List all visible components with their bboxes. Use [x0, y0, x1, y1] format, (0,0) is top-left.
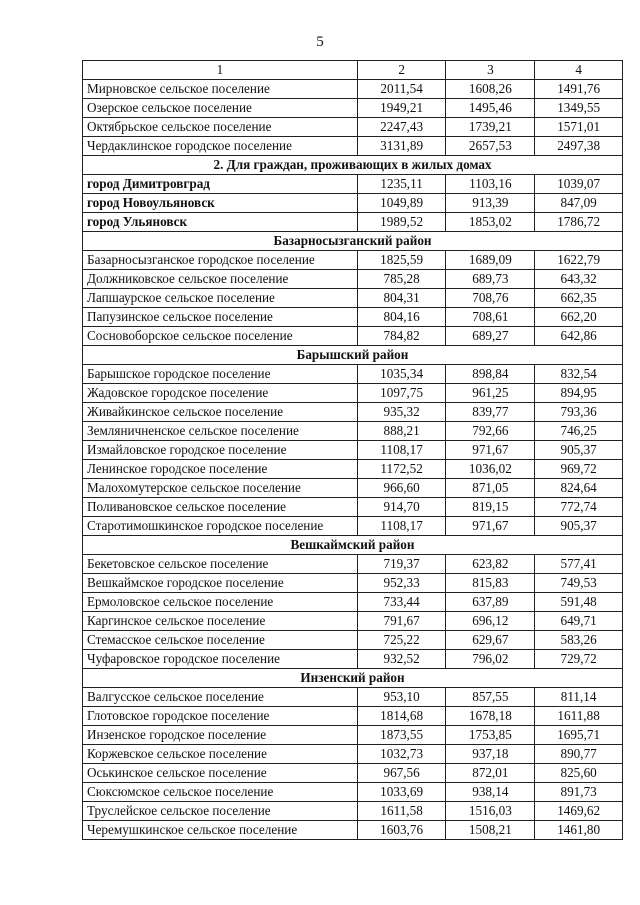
value-cell: 1739,21	[446, 118, 535, 137]
column-header: 4	[535, 61, 623, 80]
value-cell: 969,72	[535, 460, 623, 479]
value-cell: 689,27	[446, 327, 535, 346]
value-cell: 1172,52	[357, 460, 446, 479]
value-cell: 1508,21	[446, 821, 535, 840]
value-cell: 1571,01	[535, 118, 623, 137]
value-cell: 937,18	[446, 745, 535, 764]
settlement-name: Чуфаровское городское поселение	[83, 650, 358, 669]
value-cell: 662,20	[535, 308, 623, 327]
page-number: 5	[316, 34, 324, 50]
value-cell: 1949,21	[357, 99, 446, 118]
value-cell: 733,44	[357, 593, 446, 612]
value-cell: 832,54	[535, 365, 623, 384]
settlement-name: Живайкинское сельское поселение	[83, 403, 358, 422]
value-cell: 583,26	[535, 631, 623, 650]
table-row	[83, 745, 623, 764]
value-cell: 796,02	[446, 650, 535, 669]
value-cell: 905,37	[535, 441, 623, 460]
value-cell: 1603,76	[357, 821, 446, 840]
settlement-name: Измайловское городское поселение	[83, 441, 358, 460]
settlement-name: Старотимошкинское городское поселение	[83, 517, 358, 536]
value-cell: 971,67	[446, 441, 535, 460]
table-row	[83, 498, 623, 517]
table-row	[83, 270, 623, 289]
value-cell: 1033,69	[357, 783, 446, 802]
table-row	[83, 707, 623, 726]
value-cell: 637,89	[446, 593, 535, 612]
value-cell: 1689,09	[446, 251, 535, 270]
value-cell: 793,36	[535, 403, 623, 422]
table-row	[83, 194, 623, 213]
value-cell: 696,12	[446, 612, 535, 631]
value-cell: 804,31	[357, 289, 446, 308]
settlement-name: Базарносызганское городское поселение	[83, 251, 358, 270]
value-cell: 662,35	[535, 289, 623, 308]
table-row	[83, 593, 623, 612]
settlement-name: Озерское сельское поселение	[83, 99, 358, 118]
value-cell: 847,09	[535, 194, 623, 213]
settlement-name: Ленинское городское поселение	[83, 460, 358, 479]
value-cell: 643,32	[535, 270, 623, 289]
section-header-row	[83, 669, 623, 688]
table-row	[83, 726, 623, 745]
value-cell: 890,77	[535, 745, 623, 764]
table-row	[83, 422, 623, 441]
value-cell: 2657,53	[446, 137, 535, 156]
value-cell: 1853,02	[446, 213, 535, 232]
settlement-name: Мирновское сельское поселение	[83, 80, 358, 99]
table-row	[83, 802, 623, 821]
table-row	[83, 612, 623, 631]
table-row	[83, 213, 623, 232]
value-cell: 1461,80	[535, 821, 623, 840]
value-cell: 905,37	[535, 517, 623, 536]
value-cell: 1039,07	[535, 175, 623, 194]
table-row	[83, 365, 623, 384]
value-cell: 2497,38	[535, 137, 623, 156]
section-title: 2. Для граждан, проживающих в жилых домах	[83, 156, 623, 175]
settlement-name: Октябрьское сельское поселение	[83, 118, 358, 137]
value-cell: 871,05	[446, 479, 535, 498]
table-row	[83, 555, 623, 574]
value-cell: 971,67	[446, 517, 535, 536]
section-title: Инзенский район	[83, 669, 623, 688]
settlement-name: Коржевское сельское поселение	[83, 745, 358, 764]
table-row	[83, 441, 623, 460]
value-cell: 749,53	[535, 574, 623, 593]
column-header: 3	[446, 61, 535, 80]
value-cell: 725,22	[357, 631, 446, 650]
value-cell: 1049,89	[357, 194, 446, 213]
settlement-name: Ермоловское сельское поселение	[83, 593, 358, 612]
table-row	[83, 517, 623, 536]
value-cell: 1035,34	[357, 365, 446, 384]
value-cell: 961,25	[446, 384, 535, 403]
value-cell: 1611,58	[357, 802, 446, 821]
table-row	[83, 631, 623, 650]
value-cell: 888,21	[357, 422, 446, 441]
table-row	[83, 137, 623, 156]
value-cell: 642,86	[535, 327, 623, 346]
value-cell: 935,32	[357, 403, 446, 422]
value-cell: 1753,85	[446, 726, 535, 745]
value-cell: 824,64	[535, 479, 623, 498]
table-row	[83, 764, 623, 783]
value-cell: 815,83	[446, 574, 535, 593]
table-row	[83, 821, 623, 840]
settlement-name: Лапшаурское сельское поселение	[83, 289, 358, 308]
value-cell: 1469,62	[535, 802, 623, 821]
settlement-name: Глотовское городское поселение	[83, 707, 358, 726]
value-cell: 1495,46	[446, 99, 535, 118]
value-cell: 1678,18	[446, 707, 535, 726]
settlement-name: Малохомутерское сельское поселение	[83, 479, 358, 498]
value-cell: 2011,54	[357, 80, 446, 99]
value-cell: 1108,17	[357, 517, 446, 536]
value-cell: 649,71	[535, 612, 623, 631]
tariff-table	[82, 60, 623, 840]
value-cell: 872,01	[446, 764, 535, 783]
value-cell: 952,33	[357, 574, 446, 593]
settlement-name: Оськинское сельское поселение	[83, 764, 358, 783]
table-row	[83, 289, 623, 308]
value-cell: 1989,52	[357, 213, 446, 232]
table-row	[83, 118, 623, 137]
value-cell: 898,84	[446, 365, 535, 384]
settlement-name: Труслейское сельское поселение	[83, 802, 358, 821]
value-cell: 804,16	[357, 308, 446, 327]
value-cell: 914,70	[357, 498, 446, 517]
value-cell: 1608,26	[446, 80, 535, 99]
value-cell: 894,95	[535, 384, 623, 403]
table-row	[83, 251, 623, 270]
value-cell: 1873,55	[357, 726, 446, 745]
table-row	[83, 308, 623, 327]
value-cell: 819,15	[446, 498, 535, 517]
settlement-name: Сосновоборское сельское поселение	[83, 327, 358, 346]
value-cell: 966,60	[357, 479, 446, 498]
settlement-name: Барышское городское поселение	[83, 365, 358, 384]
settlement-name: Черемушкинское сельское поселение	[83, 821, 358, 840]
value-cell: 1103,16	[446, 175, 535, 194]
tariff-table-body	[83, 61, 623, 840]
value-cell: 1786,72	[535, 213, 623, 232]
table-row	[83, 327, 623, 346]
value-cell: 938,14	[446, 783, 535, 802]
value-cell: 792,66	[446, 422, 535, 441]
value-cell: 1814,68	[357, 707, 446, 726]
settlement-name: Бекетовское сельское поселение	[83, 555, 358, 574]
value-cell: 623,82	[446, 555, 535, 574]
value-cell: 839,77	[446, 403, 535, 422]
section-title: Вешкаймский район	[83, 536, 623, 555]
column-header-row	[83, 61, 623, 80]
value-cell: 967,56	[357, 764, 446, 783]
table-row	[83, 688, 623, 707]
settlement-name: Каргинское сельское поселение	[83, 612, 358, 631]
table-row	[83, 175, 623, 194]
column-header: 1	[83, 61, 358, 80]
section-header-row	[83, 156, 623, 175]
value-cell: 932,52	[357, 650, 446, 669]
value-cell: 729,72	[535, 650, 623, 669]
value-cell: 1825,59	[357, 251, 446, 270]
value-cell: 1108,17	[357, 441, 446, 460]
settlement-name: Поливановское сельское поселение	[83, 498, 358, 517]
value-cell: 857,55	[446, 688, 535, 707]
table-row	[83, 403, 623, 422]
table-row	[83, 384, 623, 403]
value-cell: 1349,55	[535, 99, 623, 118]
settlement-name: Валгусское сельское поселение	[83, 688, 358, 707]
settlement-name: Папузинское сельское поселение	[83, 308, 358, 327]
value-cell: 591,48	[535, 593, 623, 612]
value-cell: 1032,73	[357, 745, 446, 764]
value-cell: 708,76	[446, 289, 535, 308]
value-cell: 891,73	[535, 783, 623, 802]
section-header-row	[83, 346, 623, 365]
table-row	[83, 574, 623, 593]
value-cell: 1516,03	[446, 802, 535, 821]
settlement-name: Стемасское сельское поселение	[83, 631, 358, 650]
value-cell: 825,60	[535, 764, 623, 783]
settlement-name: город Новоульяновск	[83, 194, 358, 213]
settlement-name: Чердаклинское городское поселение	[83, 137, 358, 156]
value-cell: 791,67	[357, 612, 446, 631]
value-cell: 746,25	[535, 422, 623, 441]
value-cell: 689,73	[446, 270, 535, 289]
settlement-name: Инзенское городское поселение	[83, 726, 358, 745]
table-row	[83, 99, 623, 118]
value-cell: 784,82	[357, 327, 446, 346]
value-cell: 2247,43	[357, 118, 446, 137]
value-cell: 1622,79	[535, 251, 623, 270]
value-cell: 953,10	[357, 688, 446, 707]
value-cell: 1491,76	[535, 80, 623, 99]
value-cell: 719,37	[357, 555, 446, 574]
section-header-row	[83, 232, 623, 251]
table-row	[83, 460, 623, 479]
value-cell: 1611,88	[535, 707, 623, 726]
table-row	[83, 479, 623, 498]
settlement-name: Вешкаймское городское поселение	[83, 574, 358, 593]
settlement-name: Земляничненское сельское поселение	[83, 422, 358, 441]
section-header-row	[83, 536, 623, 555]
value-cell: 3131,89	[357, 137, 446, 156]
value-cell: 1235,11	[357, 175, 446, 194]
settlement-name: Сюксюмское сельское поселение	[83, 783, 358, 802]
value-cell: 785,28	[357, 270, 446, 289]
value-cell: 629,67	[446, 631, 535, 650]
settlement-name: Должниковское сельское поселение	[83, 270, 358, 289]
value-cell: 1097,75	[357, 384, 446, 403]
table-row	[83, 783, 623, 802]
settlement-name: город Ульяновск	[83, 213, 358, 232]
column-header: 2	[357, 61, 446, 80]
section-title: Базарносызганский район	[83, 232, 623, 251]
value-cell: 577,41	[535, 555, 623, 574]
settlement-name: город Димитровград	[83, 175, 358, 194]
value-cell: 1036,02	[446, 460, 535, 479]
value-cell: 708,61	[446, 308, 535, 327]
section-title: Барышский район	[83, 346, 623, 365]
table-row	[83, 650, 623, 669]
value-cell: 772,74	[535, 498, 623, 517]
value-cell: 811,14	[535, 688, 623, 707]
settlement-name: Жадовское городское поселение	[83, 384, 358, 403]
table-row	[83, 80, 623, 99]
value-cell: 1695,71	[535, 726, 623, 745]
value-cell: 913,39	[446, 194, 535, 213]
